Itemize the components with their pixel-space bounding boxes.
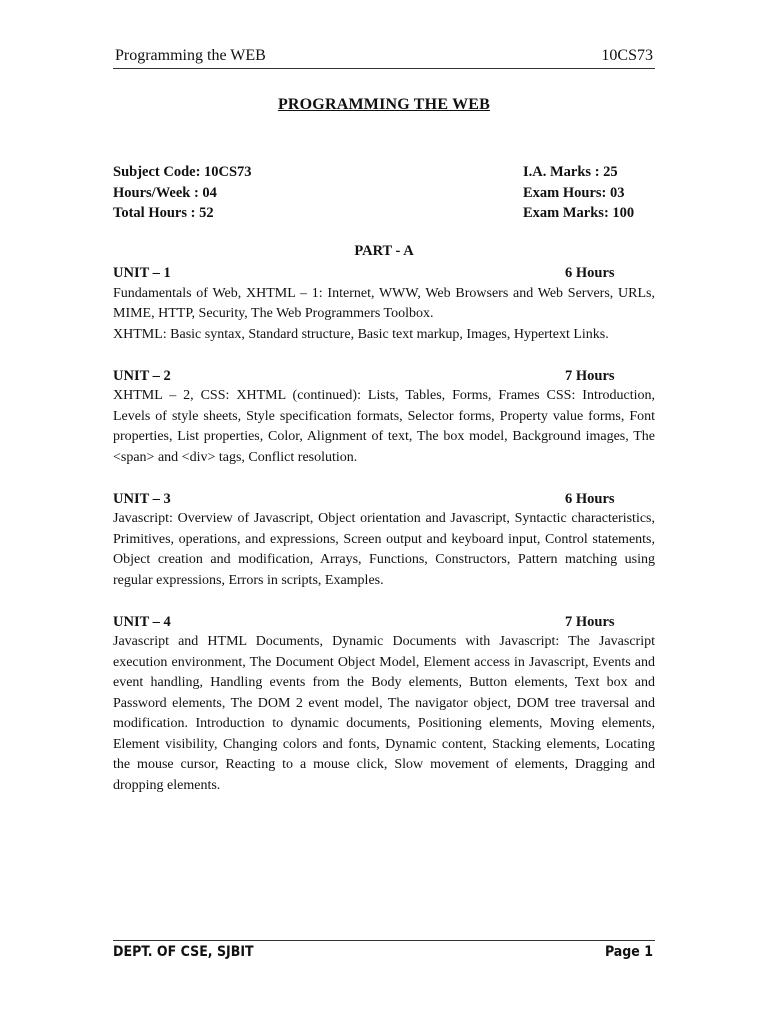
unit-heading — [113, 263, 655, 284]
footer-department: DEPT. OF CSE, SJBIT — [113, 944, 254, 960]
unit-heading — [113, 612, 655, 633]
footer-page-number: Page 1 — [604, 944, 653, 960]
unit-paragraph: Javascript: Overview of Javascript, Object orientation and Javascript, Syntactic characteristics, Primitives, operations, and expressions, Screen output and keyboard input, Control statements, Object creation and modification, Arrays, Functions, Constructors, Pattern matching using regular expressions, Errors in scripts, Examples. — [113, 511, 655, 588]
unit-hours: 7 Hours — [565, 367, 615, 384]
header-course-code: 10CS73 — [601, 47, 653, 64]
subject-code: Subject Code: 10CS73 — [113, 164, 252, 180]
hours-per-week: Hours/Week : 04 — [113, 184, 217, 201]
unit-section — [113, 263, 655, 345]
ia-marks: I.A. Marks : 25 — [523, 164, 618, 180]
syllabus-content — [113, 263, 655, 796]
page-header — [113, 44, 655, 69]
unit-paragraph: Fundamentals of Web, XHTML – 1: Internet, WWW, Web Browsers and Web Servers, URLs, MIME, HTTP, Security, The Web Programmers Toolbox. — [113, 285, 655, 321]
unit-title: UNIT – 4 — [113, 613, 171, 630]
unit-heading — [113, 489, 655, 510]
unit-hours: 7 Hours — [565, 613, 615, 630]
unit-hours: 6 Hours — [565, 265, 615, 281]
unit-paragraph: XHTML: Basic syntax, Standard structure, Basic text markup, Images, Hypertext Links. — [113, 326, 609, 342]
page-footer — [113, 940, 655, 960]
unit-title: UNIT – 2 — [113, 367, 171, 384]
header-course-title: Programming the WEB — [115, 47, 266, 64]
unit-title: UNIT – 1 — [113, 265, 171, 281]
exam-hours: Exam Hours: 03 — [523, 184, 625, 201]
unit-hours: 6 Hours — [565, 490, 615, 507]
part-heading: PART - A — [354, 243, 414, 259]
unit-title: UNIT – 3 — [113, 490, 171, 507]
course-meta-right — [523, 162, 634, 224]
course-meta-left — [113, 162, 252, 224]
document-title — [0, 96, 768, 114]
unit-section — [113, 366, 655, 469]
unit-section — [113, 612, 655, 797]
exam-marks: Exam Marks: 100 — [523, 205, 635, 221]
unit-paragraph: XHTML – 2, CSS: XHTML (continued): Lists, Tables, Forms, Frames CSS: Introduction, Levels of style sheets, Style specification formats, Selector forms, Property value forms, Font properties, List properties, Color, Alignment of text, The box model, Background images, The <span> and <div> tags, Conflict resolution. — [113, 388, 655, 465]
unit-heading — [113, 366, 655, 387]
document-title-text: PROGRAMMING THE WEB — [277, 96, 491, 113]
unit-section — [113, 489, 655, 592]
unit-paragraph: Javascript and HTML Documents, Dynamic Documents with Javascript: The Javascript execution environment, The Document Object Model, Element access in Javascript, Events and event handling, Handling events from the Body elements, Button elements, Text box and Password elements, The DOM 2 event model, The navigator object, DOM tree traversal and modification. Introduction to dynamic documents, Positioning elements, Moving elements, Element visibility, Changing colors and fonts, Dynamic content, Stacking elements, Locating the mouse cursor, Reacting to a mouse click, Slow movement of elements, Dragging and dropping elements. — [113, 634, 655, 793]
total-hours: Total Hours : 52 — [113, 205, 214, 221]
